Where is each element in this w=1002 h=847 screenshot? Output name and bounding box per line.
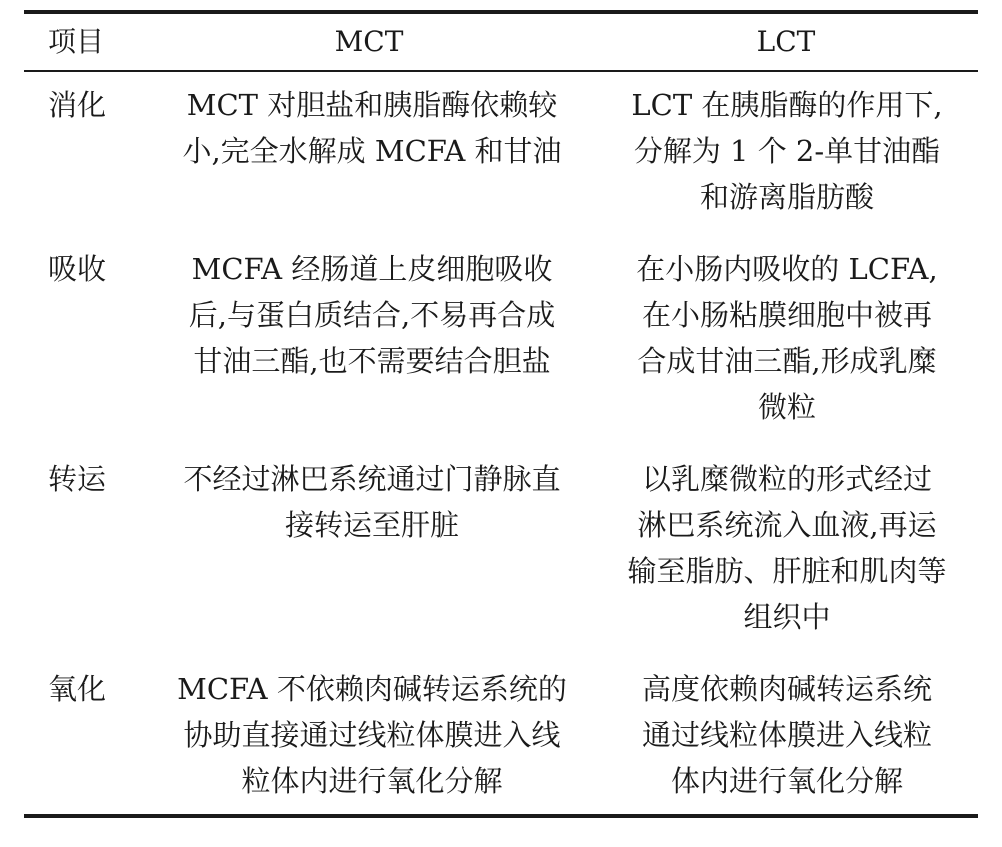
cell-line: 甘油三酯,也不需要结合胆盐 bbox=[193, 344, 551, 378]
lct-cell bbox=[594, 656, 978, 816]
header-row bbox=[24, 12, 978, 71]
cell-line: 小,完全水解成 MCFA 和甘油 bbox=[182, 134, 562, 168]
cell-line: MCFA 不依赖肉碱转运系统的 bbox=[177, 672, 567, 706]
lct-cell bbox=[594, 71, 978, 236]
cell-line: 协助直接通过线粒体膜进入线 bbox=[183, 718, 561, 752]
cell-line: MCFA 经肠道上皮细胞吸收 bbox=[191, 252, 553, 286]
mct-cell bbox=[144, 71, 594, 236]
row-label: 吸收 bbox=[48, 252, 107, 286]
cell-line: 微粒 bbox=[757, 390, 816, 424]
cell-line: 合成甘油三酯,形成乳糜 bbox=[637, 344, 937, 378]
table-body bbox=[24, 71, 978, 816]
cell-line: 不经过淋巴系统通过门静脉直 bbox=[183, 462, 561, 496]
table-header bbox=[24, 12, 978, 71]
cell-line: MCT 对胆盐和胰脂酶依赖较 bbox=[186, 88, 558, 122]
mct-cell bbox=[144, 656, 594, 816]
cell-line: 组织中 bbox=[743, 600, 831, 634]
table-row bbox=[24, 446, 978, 656]
cell-line: 淋巴系统流入血液,再运 bbox=[637, 508, 937, 542]
header-lct: LCT bbox=[756, 25, 816, 58]
cell-line: 和游离脂肪酸 bbox=[699, 180, 874, 214]
row-label: 消化 bbox=[48, 88, 107, 122]
cell-line: 粒体内进行氧化分解 bbox=[241, 764, 503, 798]
cell-line: 在小肠内吸收的 LCFA, bbox=[636, 252, 938, 286]
cell-line: 以乳糜微粒的形式经过 bbox=[641, 462, 932, 496]
cell-line: 接转运至肝脏 bbox=[284, 508, 459, 542]
cell-line: 体内进行氧化分解 bbox=[670, 764, 903, 798]
mct-cell bbox=[144, 446, 594, 656]
cell-line: 高度依赖肉碱转运系统 bbox=[641, 672, 932, 706]
table-row bbox=[24, 71, 978, 236]
cell-line: 在小肠粘膜细胞中被再 bbox=[641, 298, 932, 332]
cell-line: 后,与蛋白质结合,不易再合成 bbox=[188, 298, 556, 332]
lct-cell bbox=[594, 236, 978, 446]
mct-cell bbox=[144, 236, 594, 446]
cell-line: 输至脂肪、肝脏和肌肉等 bbox=[627, 554, 947, 588]
row-label: 转运 bbox=[48, 462, 107, 496]
lct-cell bbox=[594, 446, 978, 656]
table-row bbox=[24, 236, 978, 446]
cell-line: 分解为 1 个 2-单甘油酯 bbox=[633, 134, 941, 168]
header-item: 项目 bbox=[48, 25, 105, 58]
cell-line: 通过线粒体膜进入线粒 bbox=[641, 718, 932, 752]
header-mct: MCT bbox=[334, 25, 404, 58]
cell-line: LCT 在胰脂酶的作用下, bbox=[631, 88, 943, 122]
comparison-table bbox=[24, 10, 978, 818]
row-label: 氧化 bbox=[48, 672, 107, 706]
table-row bbox=[24, 656, 978, 816]
